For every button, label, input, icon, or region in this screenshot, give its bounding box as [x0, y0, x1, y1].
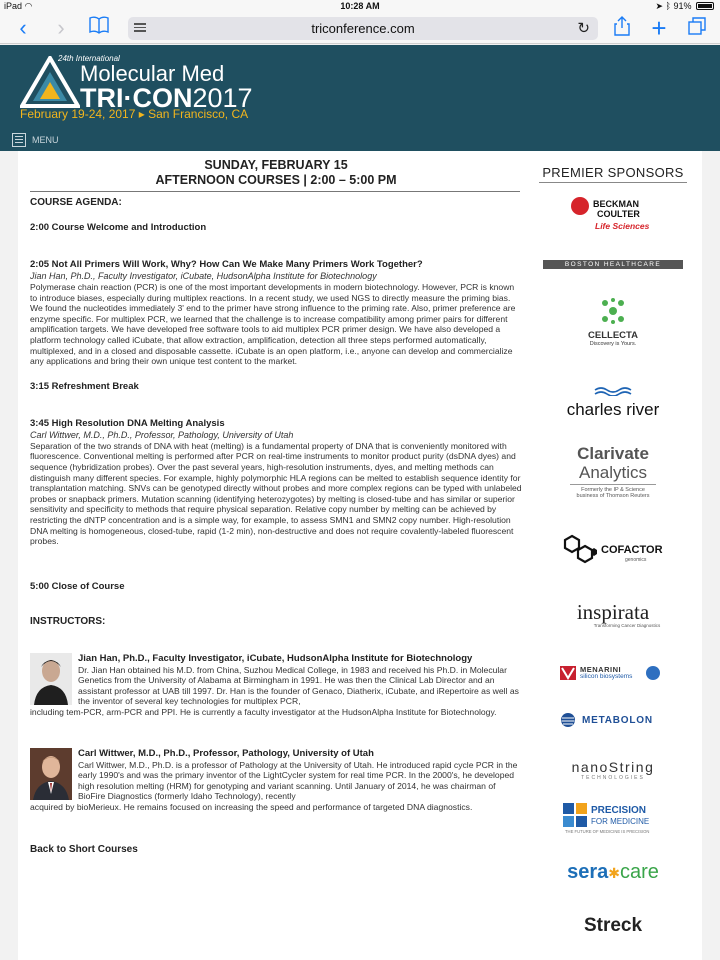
instructor-han-photo: [30, 653, 72, 705]
agenda-item-primers-title: 2:05 Not All Primers Will Work, Why? How Can We Make Many Primers Work Together?: [30, 259, 423, 270]
agenda-item-melting-body: Separation of the two strands of DNA with heat (melting) is a fundamental property of DNA that is conveniently monitored with fluorescence. Conventional melting is performed after PCR on real-time instruments to monitor product purity (dsDNA dyes) and sequence (hybridization probes). Over the past several years, high-resolution instruments, dyes, and melting methods can distinguish many different species. For example, highly polymorphic HLA regions can be melted to establish sequence identity for transplantation matching. SNVs can be genotyped directly without probes and more complex regions can be typed with unlabeled probes or snapback primers. Mutation scanning (identifying heterozygotes) by melting is closed-tube and has similar or superior sensitivity and specificity to methods that require physical separation. Relative copy number by melting can be achieved by restricting the dNTP concentration and is a simple way, for example, to assess SMN1 and SMN2 copy number. High-resolution DNA melting is homogeneous, closed-tube, rapid (1-2 min), non-destructive and does not require covalently-labeled fluorescent probes.: [30, 440, 522, 547]
url-text: triconference.com: [311, 21, 415, 36]
bookmarks-icon[interactable]: [86, 16, 112, 42]
instructor-han-bio-cont: including tem-PCR, arm-PCR and PPI. He is currently a faculty investigator at the HudsonAlpha Institute for Biotechnology.: [30, 707, 497, 718]
browser-toolbar: [0, 14, 720, 44]
menarini-logo-icon: [560, 666, 576, 680]
instructor-han-bio: Dr. Jian Han obtained his M.D. from China, Suzhou Medical College, in 1983 and received his Ph.D. in Molecular Genetics from the University of Alabama at Birmingham in 1991. He was then the Clinical Lab Director and an assistant professor at UAB till 1997. Dr. Han is the founder of Genaco, Diatherix, iCubate, and iRepertoire as well as the inventor of several key technologies for multiplex PCR,: [78, 664, 519, 707]
course-subtitle: AFTERNOON COURSES | 2:00 – 5:00 PM: [155, 173, 397, 187]
battery-percent: 91%: [673, 1, 692, 11]
sponsor-streck[interactable]: Streck: [583, 915, 643, 936]
course-day: SUNDAY, FEBRUARY 15: [204, 158, 348, 172]
instructor-han: [30, 653, 522, 718]
agenda-item-primers-body: Polymerase chain reaction (PCR) is one of the most important developments in modern biotechnology. However, PCR is known to introduce biases, especially during multiplex reactions. In a recent study, we used NGS to directly measure the priming bias. We found the nucleotides immediately 3' end to the primer have strong influence to the priming rate. Also, primer preference are enzyme specific. For multiplex PCR, we learned that the challenge is to increase compatibility among primer pairs for different amplification targets. We have developed free software tools to aid multiplex PCR primer design. We have also developed a platform technology called iCubate, that allow extraction, amplification, detection all three steps performed automatically, multiplexed, and in a closed and disposable cassette. iCubate is an open platform, i.e., anyone can develop and commercialize any applications and bring their own unique test content to the market.: [30, 282, 516, 367]
status-right: [655, 1, 714, 12]
sponsors-title: PREMIER SPONSORS: [539, 165, 687, 183]
logo-title-1: Molecular Med: [80, 61, 225, 86]
beckman-coulter-logo-icon: [571, 197, 589, 215]
status-bar: [0, 0, 720, 14]
sponsor-inspirata[interactable]: inspirata Transforming Cancer Diagnostics: [576, 600, 661, 628]
clarivate-divider: [570, 484, 656, 485]
sponsor-precision-for-medicine[interactable]: PRECISION FOR MEDICINE THE FUTURE OF MEDICINE IS PRECISION: [565, 805, 650, 834]
instructor-wittwer-photo: [30, 748, 72, 800]
instructor-wittwer-name: Carl Wittwer, M.D., Ph.D., Professor, Pathology, University of Utah: [78, 747, 374, 759]
cellecta-logo-icon: [599, 297, 627, 325]
agenda-item-welcome: 2:00 Course Welcome and Introduction: [30, 222, 207, 233]
agenda-item-melting-speaker: Carl Wittwer, M.D., Ph.D., Professor, Pathology, University of Utah: [30, 429, 294, 440]
logo-title-2: TRI·CON2017: [80, 83, 253, 113]
sponsor-cofactor[interactable]: COFACTOR genomics: [539, 534, 687, 571]
sponsor-sidebar: [539, 165, 687, 936]
reload-icon[interactable]: ↻: [577, 20, 590, 37]
agenda-item-primers-speaker: Jian Han, Ph.D., Faculty Investigator, iCubate, HudsonAlpha Institute for Biotechnology: [30, 271, 377, 281]
main-column: [30, 158, 522, 855]
forward-icon[interactable]: ›: [57, 15, 65, 40]
sponsor-metabolon[interactable]: METABOLON: [539, 712, 687, 733]
tabs-icon[interactable]: [684, 16, 710, 42]
menu-button[interactable]: MENU: [12, 131, 59, 149]
sponsor-charles-river[interactable]: charles river: [539, 383, 687, 419]
device-label: iPad ◠: [4, 1, 33, 11]
hamburger-icon: [12, 133, 26, 147]
instructor-wittwer: [30, 748, 522, 813]
agenda-item-break: 3:15 Refreshment Break: [30, 380, 139, 392]
new-tab-icon[interactable]: +: [651, 13, 667, 43]
logo-year: 2017: [192, 83, 253, 113]
clock: 10:28 AM: [340, 1, 380, 11]
sponsor-beckman-coulter[interactable]: BECKMAN COULTER Life Sciences: [539, 195, 687, 244]
sponsor-boston-healthcare[interactable]: BOSTON HEALTHCARE: [539, 253, 687, 271]
agenda-item-melting-title: 3:45 High Resolution DNA Melting Analysis: [30, 417, 225, 429]
bluetooth-icon: ᛒ: [665, 1, 671, 11]
instructor-wittwer-bio-cont: acquired by bioMerieux. He remains focused on increasing the speed and performance of targeted DNA diagnostics.: [30, 802, 473, 813]
precision-logo-icon: [563, 803, 587, 827]
battery-icon: [696, 2, 714, 10]
metabolon-logo-icon: [560, 712, 576, 728]
site-header: [0, 45, 720, 151]
sponsor-nanostring[interactable]: nanoString TECHNOLOGIES: [571, 759, 655, 781]
agenda-label: COURSE AGENDA:: [30, 197, 122, 208]
address-bar[interactable]: [128, 17, 598, 40]
back-to-short-courses-link[interactable]: Back to Short Courses: [30, 843, 138, 855]
logo-edition: 24th International: [58, 54, 120, 63]
charles-river-logo-icon: [593, 386, 633, 396]
agenda-item-close: 5:00 Close of Course: [30, 580, 125, 592]
wifi-icon: ◠: [24, 1, 33, 11]
cofactor-logo-icon: [563, 534, 599, 566]
menarini-circle-icon: [646, 666, 660, 680]
sponsor-clarivate[interactable]: Clarivate Analytics Formerly the IP & Science business of Thomson Reuters: [539, 444, 687, 499]
share-icon[interactable]: [609, 16, 635, 42]
sponsor-cellecta[interactable]: CELLECTA Discovery is Yours.: [539, 297, 687, 347]
location-icon: ➤: [655, 1, 664, 11]
instructors-label: INSTRUCTORS:: [30, 615, 106, 627]
seracare-star-icon: ✱: [608, 865, 620, 881]
instructor-wittwer-bio: Carl Wittwer, M.D., Ph.D. is a professor of Pathology at the University of Utah. He introduced rapid cycle PCR in the early 1990's and was the primary inventor of the LightCycler system for real time PCR. In the 2000's, he developed high resolution melting (HRM) for genotyping and variant scanning. Until January of 2014, he was chairman of BioFire Diagnostics (formerly Idaho Technology), recently: [78, 759, 518, 802]
content-panel: [18, 151, 702, 960]
heading-divider: [30, 191, 520, 192]
back-icon[interactable]: ‹: [19, 15, 27, 40]
instructor-han-name: Jian Han, Ph.D., Faculty Investigator, iCubate, HudsonAlpha Institute for Biotechnology: [78, 652, 473, 664]
event-date: February 19-24, 2017 ▸ San Francisco, CA: [20, 107, 249, 121]
tricon-logo-icon[interactable]: [20, 56, 80, 108]
sponsor-seracare[interactable]: sera✱care: [567, 861, 659, 883]
sponsor-menarini[interactable]: MENARINI silicon biosystems: [539, 665, 687, 686]
